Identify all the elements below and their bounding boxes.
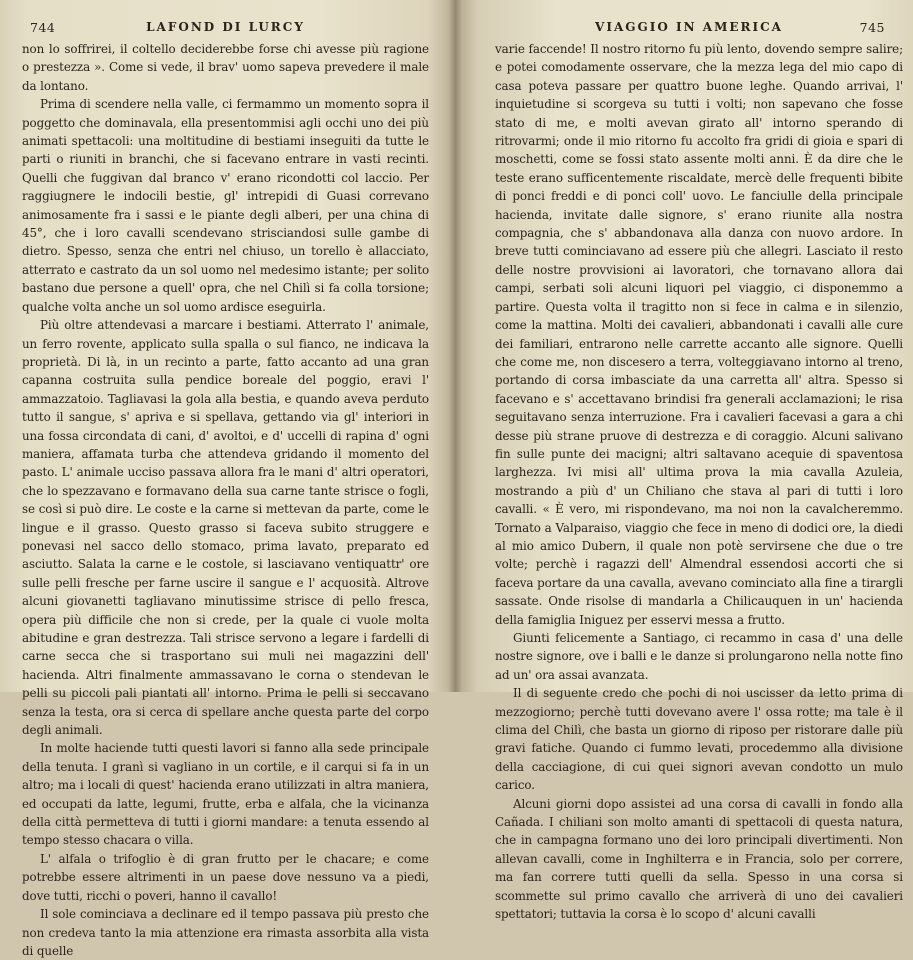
paragraph: In molte haciende tutti questi lavori si fanno alla sede principale della tenuta. I granì si vagliano in un cortile, e il carqui si fa in un altro; ma i locali di quest' hacienda erano utilizzati in altra maniera, ed occupati da latte, legumi, frutte, erba e alfala, che la vicinanza della città permetteva di tutti i giorni mandare: a tenuta essendo al tempo stesso chacara o villa. <box>22 741 429 848</box>
paragraph: non lo soffrirei, il coltello deciderebbe forse chi avesse più ragione o prestezza ». Come si vede, il brav' uomo sapeva prevedere il male da lontano. <box>22 42 429 93</box>
paragraph: Alcuni giorni dopo assistei ad una corsa di cavalli in fondo alla Cañada. I chiliani son molto amanti di spettacoli di questa natura, che in campagna formano uno dei loro principali divertimenti. Non allevan cavalli, come in Inghilterra e in Francia, solo per correre, ma fan correre tutti quelli da sella. Spesso in una corsa si scommette sul primo cavallo che arriverà di uno dei cavalieri spettatori; tuttavia la corsa è lo scopo d' alcuni cavalli <box>495 796 903 922</box>
right-page <box>455 0 913 922</box>
right-page-body <box>495 40 903 924</box>
left-page <box>0 0 455 958</box>
paragraph: varie faccende! Il nostro ritorno fu più lento, dovendo sempre salire; e potei comodamente osservare, che la mezza lega del mio capo di casa poteva passare per quattro buone leghe. Quando arrivai, l' inquietudine si scorgeva su tutti i volti; non sapevano che fosse stato di me, e molti avevan girato all' intorno sperando di ritrovarmi; onde il mio ritorno fu accolto fra gridi di gioia e spari di moschetti, come se fossi stato assente molti anni. È da dire che le teste erano sufficentemente riscaldate, mercè delle frequenti bibite di ponci freddi e di ponci coll' uovo. Le fanciulle della principale hacienda, invitate dalle signore, s' erano riunite alla nostra compagnia, che s' abbandonava alla danza con nuovo ardore. In breve tutti cominciavano ad essere più che allegri. Lasciato il resto delle nostre provvisioni ai lavoratori, che tornavano allora dai campi, serbati soli alcuni liquori pel viaggio, ci disponemmo a partire. Questa volta il tragitto non si fece in calma e in silenzio, come la mattina. Molti dei cavalieri, abbandonati i cavalli alle cure dei familiari, entrarono nelle carrette accanto alle signore. Quelli che come me, non discesero a terra, volteggiavano intorno al treno, portando di corsa imbasciate da una carretta all' altra. Spesso si facevano e s' accettavano brindisi fra generali acclamazioni; le risa seguitavano senza interruzione. Fra i cavalieri facevasi a gara a chi desse più strane pruove di destrezza e di coraggio. Alcuni salivano fin sulle punte dei macigni; altri saltavano acequie di spaventosa larghezza. Ivi misi all' ultima prova la mia cavalla Azuleia, mostrando a più d' un Chiliano che stava al pari di tutti i loro cavalli. « È vero, mi rispondevano, ma noi non la cavalcheremmo. Tornato a Valparaiso, viaggio che fece in meno di dodici ore, la diedi al mio amico Dubern, il quale non potè servirsene che due o tre volte; perchè i ragazzi dell' Almendral essendosi accorti che si faceva portare da una cavalla, avevano cominciato alla fine a tirargli sassate. Onde risolse di mandarla a Chilicauquen in un' hacienda della famiglia Iniguez per esservi messa a frutto. <box>495 42 903 627</box>
book-gutter <box>448 0 462 692</box>
left-page-header <box>22 0 429 40</box>
paragraph: Il di seguente credo che pochi di noi uscisser da letto prima di mezzogiorno; perchè tutti dovevano avere l' ossa rotte; ma tale è il clima del Chilì, che basta un giorno di riposo per ristorare dalle più gravi fatiche. Quando ci fummo levati, procedemmo alla divisione della cacciagione, di cui quei signori avevan condotto un mulo carico. <box>495 686 903 793</box>
paragraph: Il sole cominciava a declinare ed il tempo passava più presto che non credeva tanto la mia attenzione era rimasta assorbita alla vista di quelle <box>22 907 429 958</box>
right-page-header <box>495 0 903 40</box>
paragraph: Più oltre attendevasi a marcare i bestiami. Atterrato l' animale, un ferro rovente, applicato sulla spalla o sul fianco, ne indicava la proprietà. Di là, in un recinto a parte, fatto accanto ad una gran capanna costruita sulla pendice boreale del poggio, eravi l' ammazzatoio. Tagliavasi la gola alla bestia, e quando aveva perduto tutto il sangue, s' apriva e si spellava, gettando via gl' interiori in una fossa circondata di cani, d' avoltoi, e d' uccelli di rapina d' ogni maniera, affamata turba che attendeva gridando il momento del pasto. L' animale ucciso passava allora fra le mani d' altri operatori, che lo spezzavano e formavano della sua carne tante strisce o fogli, se così si può dire. Le coste e la carne si mettevan da parte, come le lingue e il grasso. Questo grasso si faceva subito struggere e ponevasi nel sacco dello stomaco, prima lavato, preparato ed asciutto. Salata la carne e le costole, si lasciavano ventiquattr' ore sulle pelli fresche per farne uscire il sangue e l' acquosità. Altrove alcuni giovanetti tagliavano minutissime strisce di pello fresca, opera più difficile che non si crede, per la quale ci vuole molta abitudine e gran destrezza. Tali strisce servono a legare i fardelli di carne secca che si trasportano sui muli nei magazzini dell' hacienda. Altri finalmente ammassavano le corna o stendevan le pelli su piccoli pali piantati all' intorno. Prima le pelli si seccavano senza la testa, ora si cerca di spellare anche questa parte del corpo degli animali. <box>22 318 429 738</box>
running-head: LAFOND DI LURCY <box>146 20 305 34</box>
paragraph: Prima di scendere nella valle, ci fermammo un momento sopra il poggetto che dominavala, ella presentommisi agli occhi uno dei più animati spettacoli: una moltitudine di bestiami inseguiti da tutte le parti o riuniti in branchi, che si facevano entrare in vasti recinti. Quelli che fuggivan dal branco v' erano ricondotti col laccio. Per raggiugnere le indocili bestie, gl' intrepidi di Guasi correvano animosamente fra i sassi e le piante degli alberi, per una china di 45°, che i loro cavalli scendevano strisciandosi sulle gambe di dietro. Spesso, senza che entri nel chiuso, un torello è allacciato, atterrato e castrato da un sol uomo nel medesimo istante; per solito bastano due persone a quell' opra, che nel Chilì si fa colla torsione; qualche volta anche un sol uomo ardisce eseguirla. <box>22 97 429 314</box>
paragraph: L' alfala o trifoglio è di gran frutto per le chacare; e come potrebbe essere altrimenti in un paese dove nessuno va a piedi, dove tutti, ricchi o poveri, hanno il cavallo! <box>22 851 429 903</box>
running-head: VIAGGIO IN AMERICA <box>595 20 783 34</box>
left-page-body <box>22 40 429 960</box>
page-number: 745 <box>859 20 885 35</box>
page-number: 744 <box>30 20 56 35</box>
paragraph: Giunti felicemente a Santiago, ci recammo in casa d' una delle nostre signore, ove i balli e le danze si prolungarono nella notte fino ad un' ora assai avanzata. <box>495 631 903 682</box>
